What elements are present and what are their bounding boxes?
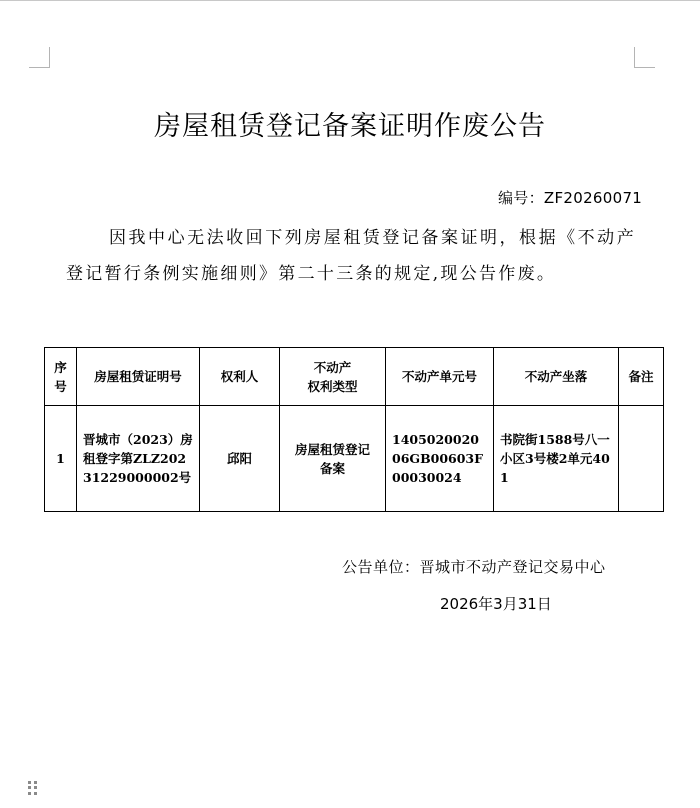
margin-corner-top-right [634,47,655,68]
cell-right-type: 房屋租赁登记备案 [280,406,386,512]
header-location: 不动产坐落 [494,348,619,406]
cell-remark [619,406,664,512]
header-right-type: 不动产 权利类型 [280,348,386,406]
document-number: 编号：ZF20260071 [498,189,643,207]
notice-body-text: 因我中心无法收回下列房屋租赁登记备案证明，根据《不动产登记暂行条例实施细则》第二十三条的规定,现公告作废。 [66,228,636,284]
margin-corner-top-left [29,47,50,68]
header-index: 序 号 [45,348,77,406]
grip-dots-icon[interactable] [28,781,37,795]
cell-location: 书院街1588号八一小区3号楼2单元401 [494,406,619,512]
cell-certificate-no: 晋城市（2023）房租登字第ZLZ20231229000002号 [77,406,200,512]
header-remark: 备注 [619,348,664,406]
header-unit-no: 不动产单元号 [386,348,494,406]
issue-date: 2026年3月31日 [440,595,552,613]
page-top-border [0,0,700,1]
voided-certificates-table [44,347,664,512]
table-header-row [45,348,664,406]
issuer-line: 公告单位：晋城市不动产登记交易中心 [342,558,606,576]
cell-unit-no: 140502002006GB00603F00030024 [386,406,494,512]
document-title: 房屋租赁登记备案证明作废公告 [154,111,546,142]
header-right-holder: 权利人 [200,348,280,406]
cell-right-holder: 邱阳 [200,406,280,512]
cell-index: 1 [45,406,77,512]
table-row [45,406,664,512]
header-certificate-no: 房屋租赁证明号 [77,348,200,406]
